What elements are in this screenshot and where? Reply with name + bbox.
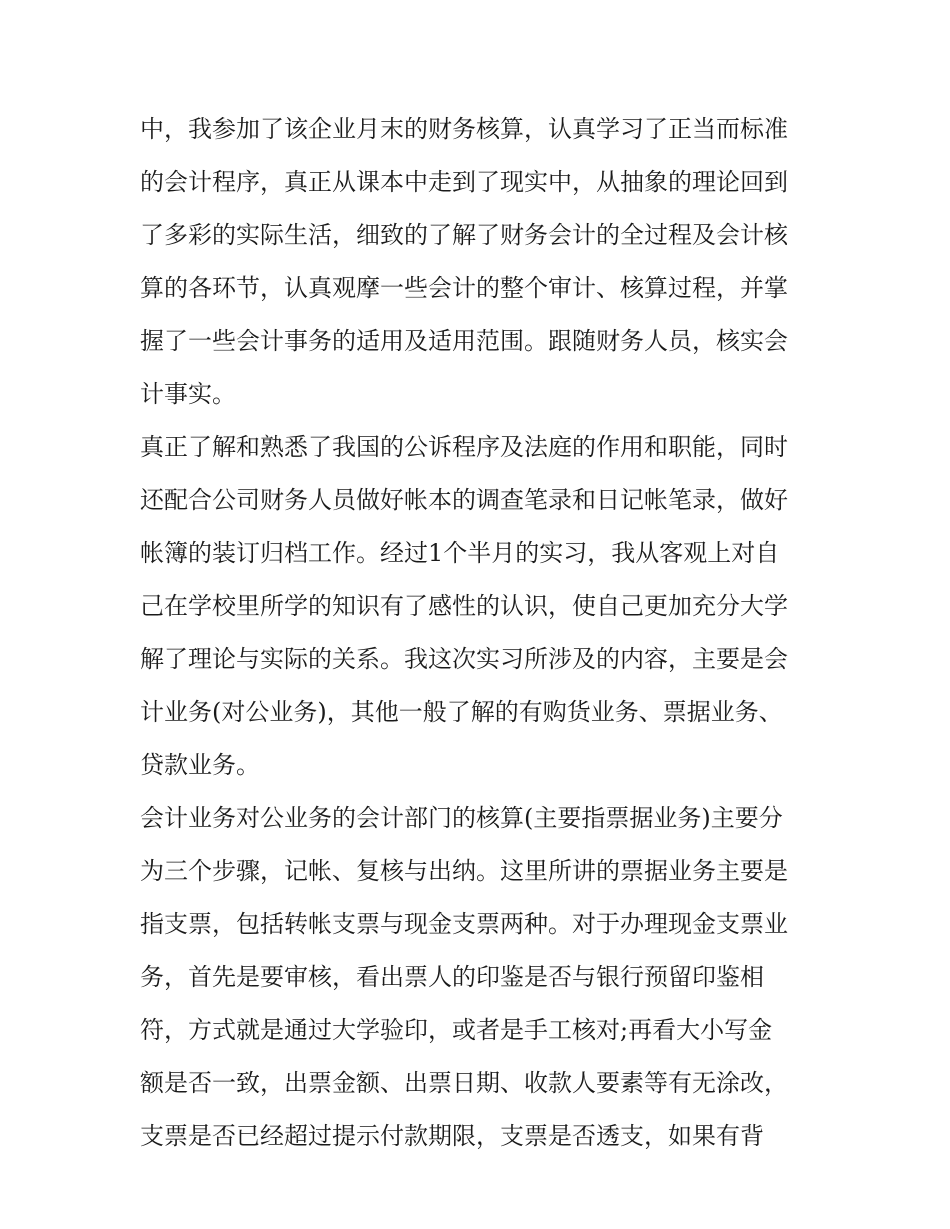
text-line: 解了理论与实际的关系。我这次实习所涉及的内容，主要是会: [140, 645, 788, 673]
text-line: 帐簿的装订归档工作。经过1个半月的实习，我从客观上对自: [140, 539, 780, 567]
text-line: 己在学校里所学的知识有了感性的认识，使自己更加充分大学: [140, 592, 788, 620]
text-line: 贷款业务。: [140, 751, 260, 779]
text-line: 算的各环节，认真观摩一些会计的整个审计、核算过程，并掌: [140, 274, 788, 302]
text-line: 中，我参加了该企业月末的财务核算，认真学习了正当而标准: [140, 115, 788, 143]
text-line: 指支票，包括转帐支票与现金支票两种。对于办理现金支票业: [140, 910, 788, 938]
text-line: 计业务(对公业务)，其他一般了解的有购货业务、票据业务、: [140, 698, 783, 726]
text-line: 为三个步骤，记帐、复核与出纳。这里所讲的票据业务主要是: [140, 857, 788, 885]
text-line: 真正了解和熟悉了我国的公诉程序及法庭的作用和职能，同时: [140, 433, 788, 461]
text-line: 握了一些会计事务的适用及适用范围。跟随财务人员，核实会: [140, 327, 788, 355]
text-line: 了多彩的实际生活，细致的了解了财务会计的全过程及会计核: [140, 221, 788, 249]
text-line: 支票是否已经超过提示付款期限，支票是否透支，如果有背: [140, 1122, 764, 1150]
text-line: 符，方式就是通过大学验印，或者是手工核对;再看大小写金: [140, 1016, 773, 1044]
text-line: 务，首先是要审核，看出票人的印鉴是否与银行预留印鉴相: [140, 963, 764, 991]
text-line: 计事实。: [140, 380, 236, 408]
text-line: 还配合公司财务人员做好帐本的调查笔录和日记帐笔录，做好: [140, 486, 788, 514]
body-text: [140, 103, 820, 1163]
text-line: 额是否一致，出票金额、出票日期、收款人要素等有无涂改，: [140, 1069, 788, 1097]
text-line: 的会计程序，真正从课本中走到了现实中，从抽象的理论回到: [140, 168, 788, 196]
text-line: 会计业务对公业务的会计部门的核算(主要指票据业务)主要分: [140, 804, 783, 832]
